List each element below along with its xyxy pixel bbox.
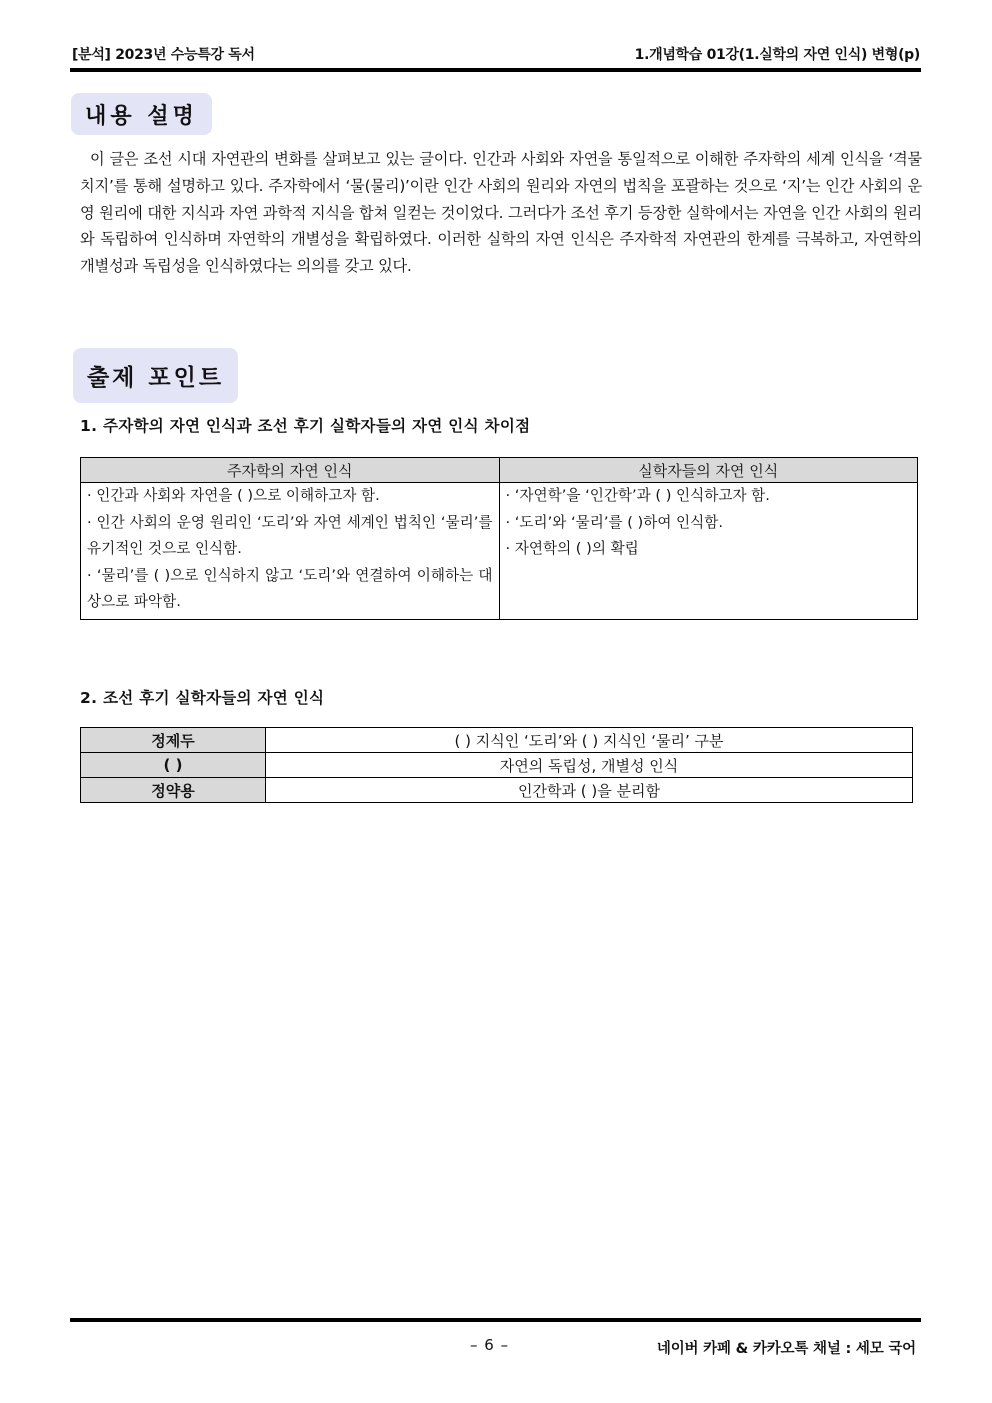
- column-header-left: 주자학의 자연 인식: [81, 458, 500, 483]
- header-left-title: [분석] 2023년 수능특강 독서: [72, 47, 255, 63]
- table-row: [81, 483, 918, 620]
- row-value: 인간학과 ( )을 분리함: [266, 778, 913, 803]
- row-label: 정제두: [81, 728, 266, 753]
- list-item: · 인간과 사회와 자연을 ( )으로 이해하고자 함.: [87, 487, 380, 504]
- row-value: 자연의 독립성, 개별성 인식: [266, 753, 913, 778]
- list-item: · ‘도리’와 ‘물리’를 ( )하여 인식함.: [505, 513, 723, 531]
- table-row: [81, 728, 913, 753]
- row-value: ( ) 지식인 ‘도리’와 ( ) 지식인 ‘물리’ 구분: [266, 728, 913, 753]
- section-title-points: 출제 포인트: [73, 348, 238, 403]
- row-label: 정약용: [81, 778, 266, 803]
- question-1-title: 1. 주자학의 자연 인식과 조선 후기 실학자들의 자연 인식 차이점: [80, 417, 531, 435]
- content-paragraph: [80, 146, 922, 280]
- list-item: · ‘자연학’을 ‘인간학’과 ( ) 인식하고자 함.: [505, 487, 770, 504]
- right-cell: [499, 483, 918, 620]
- list-item: · 인간 사회의 운영 원리인 ‘도리’와 자연 세계인 법칙인 ‘물리’를 유기적인 것으로 인식함.: [87, 513, 493, 557]
- table-header-row: [81, 458, 918, 483]
- header-rule: [70, 68, 921, 72]
- question-2-title: 2. 조선 후기 실학자들의 자연 인식: [80, 689, 325, 707]
- section-title-content: 내용 설명: [71, 93, 212, 135]
- list-item: · ‘물리’를 ( )으로 인식하지 않고 ‘도리’와 연결하여 이해하는 대상으로 파악함.: [87, 566, 493, 610]
- list-item: · 자연학의 ( )의 확립: [505, 540, 639, 557]
- row-label: ( ): [81, 753, 266, 778]
- paragraph-text: 이 글은 조선 시대 자연관의 변화를 살펴보고 있는 글이다. 인간과 사회와 자연을 통일적으로 이해한 주자학의 세계 인식을 ‘격물치지’를 통해 설명하고 있다. 주자학에서 ‘물(물리)’이란 인간 사회의 원리와 자연의 법칙을 포괄하는 것으로 ‘지’는 인간 사회의 운영 원리에 대한 지식과 자연 과학적 지식을 합쳐 일컫는 것이었다. 그러다가 조선 후기 등장한 실학에서는 자연을 인간 사회의 원리와 독립하여 인식하며 자연학의 개별성을 확립하였다. 이러한 실학의 자연 인식은 주자학적 자연관의 한계를 극복하고, 자연학의 개별성과 독립성을 인식하였다는 의의를 갖고 있다.: [80, 150, 922, 276]
- scholar-table: [80, 727, 913, 803]
- left-cell: [81, 483, 500, 620]
- table-row: [81, 778, 913, 803]
- column-header-right: 실학자들의 자연 인식: [499, 458, 918, 483]
- page-number: – 6 –: [470, 1336, 510, 1354]
- table-row: [81, 753, 913, 778]
- header-right-title: 1.개념학습 01강(1.실학의 자연 인식) 변형(p): [634, 47, 920, 63]
- comparison-table: [80, 457, 918, 620]
- footer-credit: 네이버 카페 & 카카오톡 채널 : 세모 국어: [656, 1341, 916, 1357]
- footer-rule: [70, 1318, 921, 1322]
